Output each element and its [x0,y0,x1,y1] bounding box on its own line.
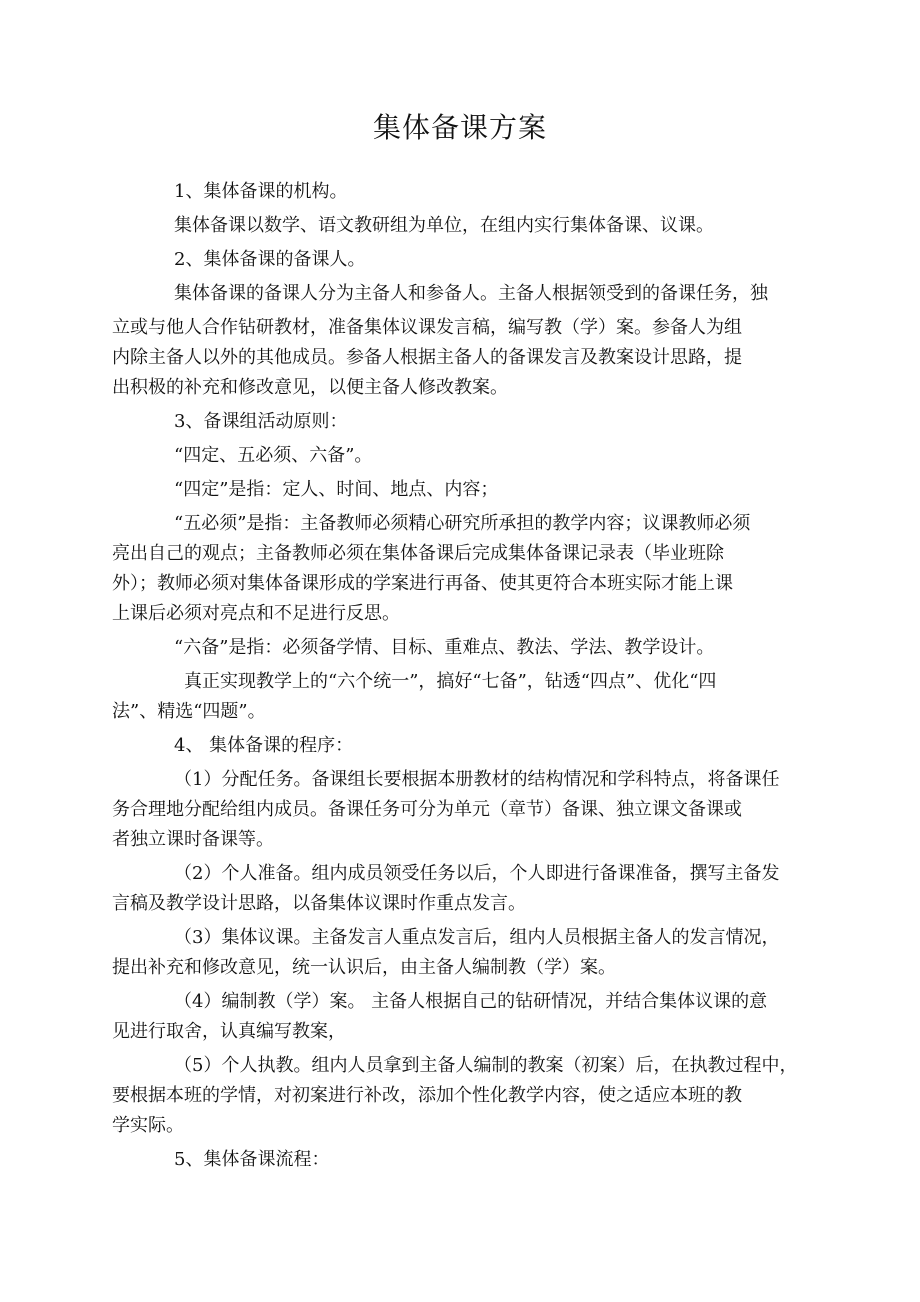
paragraph-line: 法”、精选“四题”。 [112,701,266,722]
paragraph-line: 亮出自己的观点；主备教师必须在集体备课后完成集体备课记录表（毕业班除 [112,543,724,564]
section-heading-2: 2、集体备课的备课人。 [174,249,366,270]
paragraph-line: “四定”是指：定人、时间、地点、内容； [174,479,499,500]
paragraph-line: 者独立课时备课等。 [112,829,274,850]
section-heading-3: 3、备课组活动原则： [174,411,348,432]
section-heading-5: 5、集体备课流程： [174,1149,330,1170]
paragraph-line: （5）个人执教。组内人员拿到主备人编制的教案（初案）后，在执教过程中， [174,1055,798,1076]
paragraph-line: 内除主备人以外的其他成员。参备人根据主备人的备课发言及教案设计思路，提 [112,347,742,368]
section-heading-4: 4、 集体备课的程序： [174,735,354,756]
paragraph-line: 要根据本班的学情，对初案进行补改，添加个性化教学内容，使之适应本班的教 [112,1085,742,1106]
section-heading-1: 1、集体备课的机构。 [174,181,348,202]
paragraph-line: “四定、五必须、六备”。 [174,445,373,466]
paragraph-line: 务合理地分配给组内成员。备课任务可分为单元（章节）备课、独立课文备课或 [112,799,742,820]
paragraph-line: “五必须”是指：主备教师必须精心研究所承担的教学内容；议课教师必须 [174,513,751,534]
paragraph-line: 出积极的补充和修改意见，以便主备人修改教案。 [112,377,508,398]
paragraph-line: 学实际。 [112,1115,184,1136]
paragraph-line: 集体备课的备课人分为主备人和参备人。主备人根据领受到的备课任务，独 [174,283,768,304]
paragraph-line: 提出补充和修改意见，统一认识后，由主备人编制教（学）案。 [112,957,616,978]
paragraph-line: （2）个人准备。组内成员领受任务以后，个人即进行备课准备，撰写主备发 [174,863,780,884]
paragraph-line: 真正实现教学上的“六个统一”，搞好“七备”，钻透“四点”、优化“四 [184,671,717,692]
document-title: 集体备课方案 [372,111,547,144]
paragraph-line: （3）集体议课。主备发言人重点发言后，组内人员根据主备人的发言情况， [174,927,780,948]
paragraph-line: 上课后必须对亮点和不足进行反思。 [112,603,400,624]
paragraph-line: 集体备课以数学、语文教研组为单位，在组内实行集体备课、议课。 [174,215,714,236]
paragraph-line: （4）编制教（学）案。 主备人根据自己的钻研情况，并结合集体议课的意 [174,991,768,1012]
paragraph-line: 立或与他人合作钻研教材，准备集体议课发言稿，编写教（学）案。参备人为组 [112,317,742,338]
paragraph-line: 外）；教师必须对集体备课形成的学案进行再备、使其更符合本班实际才能上课 [112,573,733,594]
paragraph-line: 言稿及教学设计思路，以备集体议课时作重点发言。 [112,893,526,914]
paragraph-line: （1）分配任务。备课组长要根据本册教材的结构情况和学科特点，将备课任 [174,769,780,790]
paragraph-line: “六备”是指：必须备学情、目标、重难点、教法、学法、教学设计。 [174,637,715,658]
paragraph-line: 见进行取舍，认真编写教案， [112,1021,346,1042]
